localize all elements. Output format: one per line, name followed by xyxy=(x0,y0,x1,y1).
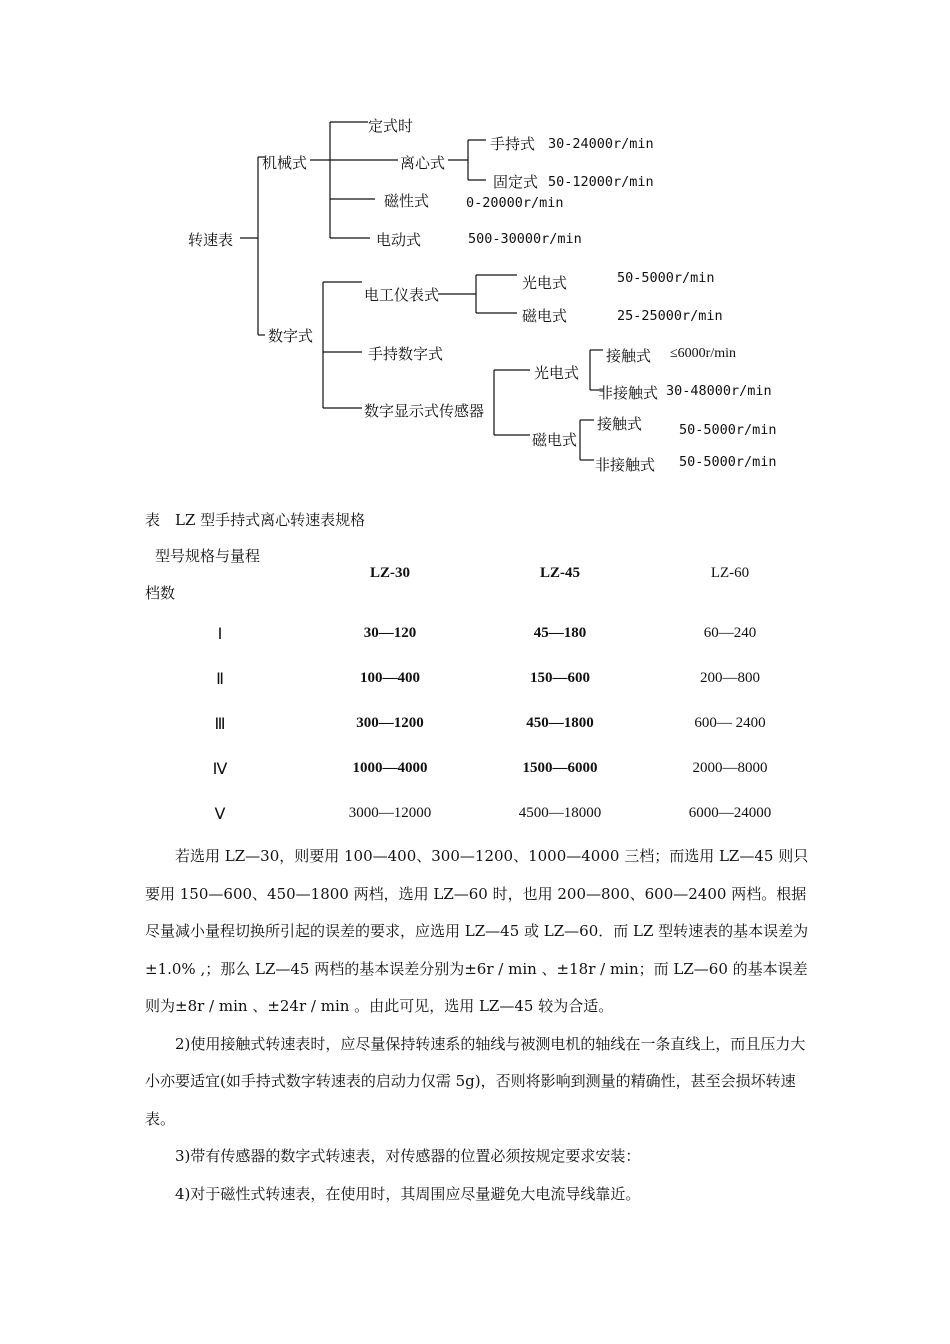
fixed-label: 固定式 xyxy=(493,173,539,191)
column-header-lz30: LZ-30 xyxy=(369,565,410,581)
table-cell: 4500—18000 xyxy=(518,805,602,821)
sensor-magnetic-contact-range: 50-5000r/min xyxy=(679,422,777,438)
instrument-label: 电工仪表式 xyxy=(364,286,440,304)
digital-label: 数字式 xyxy=(268,327,314,345)
electric-range: 500-30000r/min xyxy=(468,231,582,247)
sensor-photo-noncontact-label: 非接触式 xyxy=(598,384,659,402)
table-cell: 200—800 xyxy=(700,670,760,686)
sensor-photo-contact-label: 接触式 xyxy=(606,347,652,365)
instrument-magnetic-label: 磁电式 xyxy=(522,307,568,325)
table-cell: 450—1800 xyxy=(526,715,594,731)
sensor-magnetic-contact-label: 接触式 xyxy=(597,415,643,433)
gear-label: Ⅲ xyxy=(214,716,226,733)
table-cell: 150—600 xyxy=(530,670,590,686)
paragraph-contact-usage: 2)使用接触式转速表时，应尽量保持转速系的轴线与被测电机的轴线在一条直线上，而且压力大小亦要适宜(如手持式数字转速表的启动力仅需 5g)，否则将影响到测量的精确性，甚至会损坏转速表。 xyxy=(145,1034,806,1128)
magnetic-type-label: 磁性式 xyxy=(384,192,430,210)
table-cell: 100—400 xyxy=(360,670,420,686)
column-header-lz60: LZ-60 xyxy=(710,565,750,581)
table-cell: 1500—6000 xyxy=(522,760,598,776)
handheld-label: 手持式 xyxy=(490,135,536,153)
sensor-magnetic-noncontact-range: 50-5000r/min xyxy=(679,454,777,470)
table-cell: 300—1200 xyxy=(356,715,424,731)
paragraph-sensor-install: 3)带有传感器的数字式转速表，对传感器的位置必须按规定要求安装： xyxy=(175,1147,641,1165)
table-cell: 30—120 xyxy=(363,625,417,641)
tree-root-label: 转速表 xyxy=(188,231,234,249)
sensor-magnetic-label: 磁电式 xyxy=(532,431,578,449)
mechanical-label: 机械式 xyxy=(262,154,308,172)
table-cell: 60—240 xyxy=(703,625,757,641)
magnetic-type-range: 0-20000r/min xyxy=(466,195,564,211)
table-header-bottom: 档数 xyxy=(145,584,176,602)
table-cell: 1000—4000 xyxy=(352,760,428,776)
instrument-magnetic-range: 25-25000r/min xyxy=(617,308,723,324)
paragraph-magnetic-usage: 4)对于磁性式转速表，在使用时，其周围应尽量避免大电流导线靠近。 xyxy=(175,1184,641,1203)
handheld-range: 30-24000r/min xyxy=(548,136,654,152)
table-caption: 表 LZ 型手持式离心转速表规格 xyxy=(145,511,366,529)
table-cell: 3000—12000 xyxy=(348,805,432,821)
table-header-top: 型号规格与量程 xyxy=(155,547,261,565)
gear-label: Ⅱ xyxy=(216,671,224,688)
centrifugal-label: 离心式 xyxy=(400,154,446,172)
sensor-photo-label: 光电式 xyxy=(534,364,580,382)
instrument-photo-range: 50-5000r/min xyxy=(617,270,715,286)
body-text xyxy=(145,838,810,1213)
gear-label: Ⅰ xyxy=(217,626,223,643)
handheld-digital-label: 手持数字式 xyxy=(368,345,444,363)
sensor-photo-noncontact-range: 30-48000r/min xyxy=(666,383,772,399)
instrument-photo-label: 光电式 xyxy=(522,274,568,292)
table-cell: 45—180 xyxy=(533,625,587,641)
gear-label: Ⅳ xyxy=(212,761,228,778)
timed-label: 定式时 xyxy=(368,117,414,135)
table-cell: 6000—24000 xyxy=(688,805,772,821)
fixed-range: 50-12000r/min xyxy=(548,174,654,190)
sensor-magnetic-noncontact-label: 非接触式 xyxy=(595,456,656,474)
table-cell: 600— 2400 xyxy=(694,715,766,731)
display-sensor-label: 数字显示式传感器 xyxy=(364,402,485,420)
table-cell: 2000—8000 xyxy=(692,760,768,776)
electric-label: 电动式 xyxy=(376,231,422,249)
paragraph-selection-analysis: 若选用 LZ—30，则要用 100—400、300—1200、1000—4000 三档；而选用 LZ—45 则只要用 150—600、450—1800 两档，选用 LZ—60 时，也用 200—800、600—2400 两档。根据尽量减小量程切换所引起的误差的要求，应选用 LZ—45 或 LZ—60．而 LZ 型转速表的基本误差为±1.0% ,；那么 LZ—45 两档的基本误差分别为±6r / min 、±18r / min；而 LZ—60 的基本误差则为±8r / min 、±24r / min 。由此可见，选用 LZ—45 较为合适。 xyxy=(145,847,809,1015)
gear-label: Ⅴ xyxy=(214,806,226,823)
column-header-lz45: LZ-45 xyxy=(539,565,580,581)
sensor-photo-contact-range: ≤6000r/min xyxy=(670,346,737,361)
